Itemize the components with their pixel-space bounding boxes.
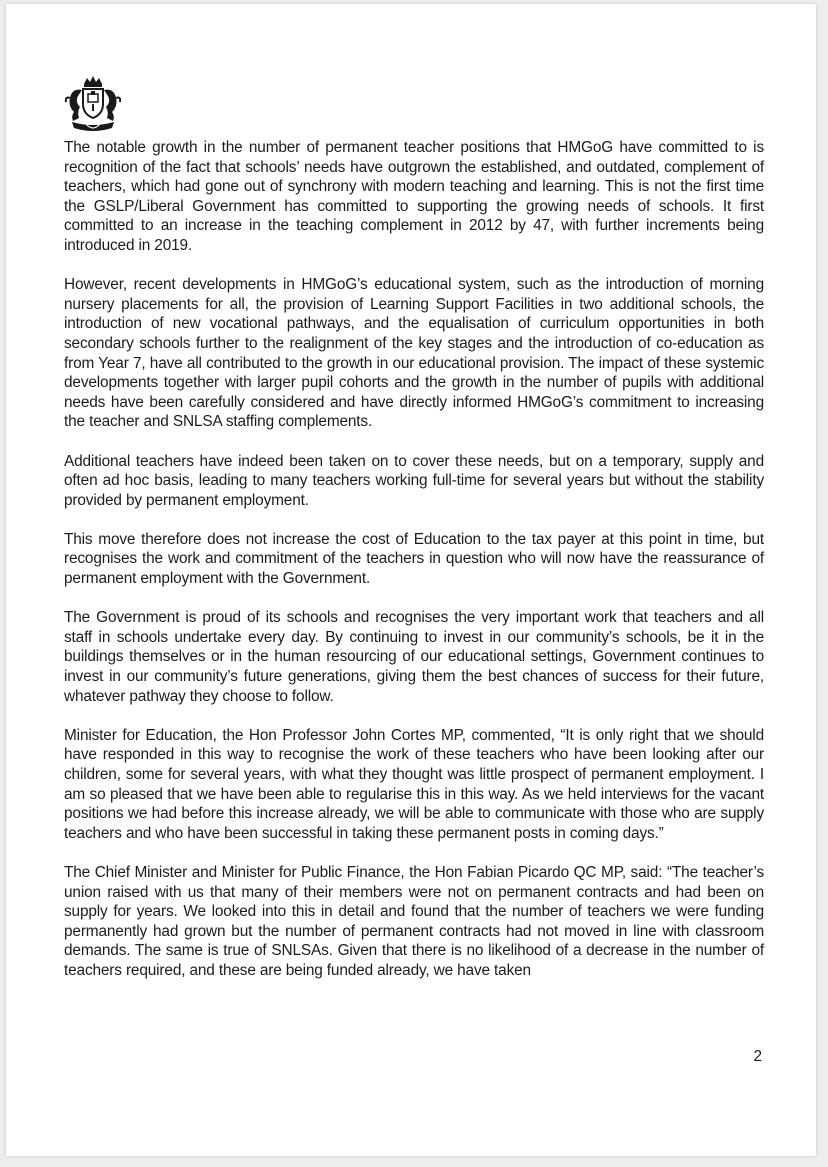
paragraph: The Government is proud of its schools and recognises the very important work that teachers and all staff in schools undertake every day. By continuing to invest in our community’s schools, be it in the buildings themselves or in the human resourcing of our educational settings, Government continues to invest in our community’s future generations, giving them the best chances of success for their future, whatever pathway they choose to follow.	[64, 609, 764, 705]
gibraltar-coat-of-arms-icon	[62, 74, 124, 136]
document-page	[6, 4, 816, 1156]
body-text	[64, 138, 764, 1000]
paragraph: This move therefore does not increase the cost of Education to the tax payer at this point in time, but recognises the work and commitment of the teachers in question who will now have the reassurance of permanent employment with the Government.	[64, 530, 764, 588]
paragraph: Additional teachers have indeed been taken on to cover these needs, but on a temporary, supply and often ad hoc basis, leading to many teachers working full-time for several years but without the stability provided by permanent employment.	[64, 452, 764, 509]
paragraph: The notable growth in the number of permanent teacher positions that HMGoG have committed to is recognition of the fact that schools’ needs have outgrown the established, and outdated, complement of teachers, which had gone out of synchrony with modern teaching and learning. This is not the first time the GSLP/Liberal Government has committed to supporting the growing needs of schools. It first committed to an increase in the teaching complement in 2012 by 47, with further increments being introduced in 2019.	[64, 139, 764, 254]
paragraph: Minister for Education, the Hon Professor John Cortes MP, commented, “It is only right that we should have responded in this way to recognise the work of these teachers who have been looking after our children, some for several years, with what they thought was little prospect of permanent employment. I am so pleased that we have been able to regularise this in this way. As we held interviews for the vacant positions we had before this increase already, we will be able to communicate with those who are supply teachers and who have been successful in taking these permanent posts in coming days.”	[64, 726, 764, 842]
paragraph: However, recent developments in HMGoG’s educational system, such as the introduction of morning nursery placements for all, the provision of Learning Support Facilities in two additional schools, the introduction of new vocational pathways, and the equalisation of curriculum opportunities in both secondary schools further to the realignment of the key stages and the introduction of co-education as from Year 7, have all contributed to the growth in our educational provision. The impact of these systemic developments together with larger pupil cohorts and the growth in the number of pupils with additional needs have been carefully considered and have directly informed HMGoG’s commitment to increasing the teacher and SNLSA staffing complements.	[64, 276, 764, 431]
paragraph: The Chief Minister and Minister for Public Finance, the Hon Fabian Picardo QC MP, said: “The teacher’s union raised with us that many of their members were not on permanent contracts and had been on supply for years. We looked into this in detail and found that the number of teachers we were funding permanently had grown but the number of permanent contracts had not moved in line with classroom demands. The same is true of SNLSAs. Given that there is no likelihood of a decrease in the number of teachers required, and these are being funded already, we have taken	[64, 863, 764, 979]
page-number: 2	[753, 1048, 762, 1065]
